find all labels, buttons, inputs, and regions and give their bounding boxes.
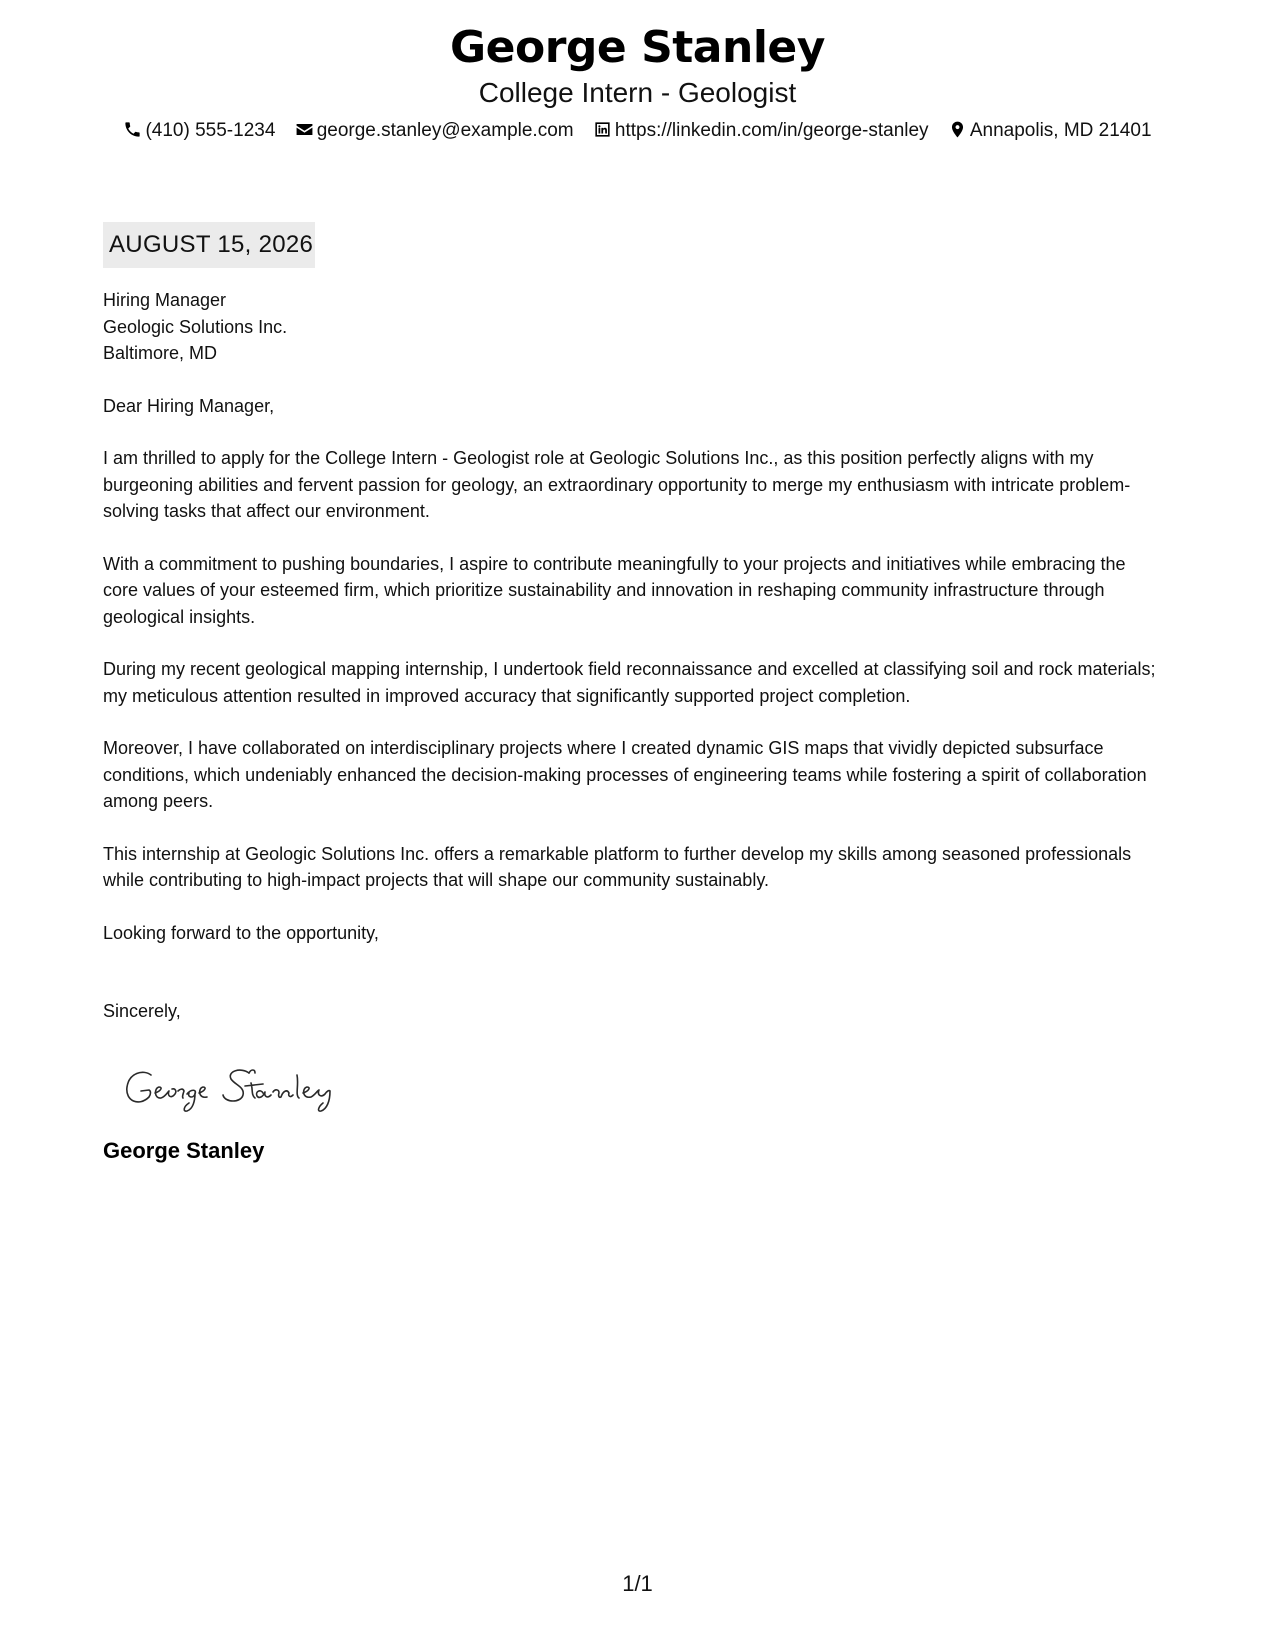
contact-email xyxy=(295,118,574,144)
letter-body xyxy=(103,287,1163,1165)
signature-icon xyxy=(121,1061,361,1123)
linkedin-text: https://linkedin.com/in/george-stanley xyxy=(614,120,929,141)
recipient-location: Baltimore, MD xyxy=(103,343,218,363)
applicant-name: George Stanley xyxy=(450,22,825,73)
location-text: Annapolis, MD 21401 xyxy=(969,120,1152,141)
signer-name: George Stanley xyxy=(103,1137,265,1163)
contact-bar xyxy=(0,118,1275,144)
contact-linkedin xyxy=(593,118,929,144)
handwritten-signature xyxy=(121,1061,1163,1123)
paragraph: During my recent geological mapping internship, I undertook field reconnaissance and excelled at classifying soil and rock materials; my meticulous attention resulted in improved accuracy that significantly supported project completion. xyxy=(103,659,1156,706)
applicant-role: College Intern - Geologist xyxy=(478,77,797,108)
paragraph: Moreover, I have collaborated on interdisciplinary projects where I created dynamic GIS maps that vividly depicted subsurface conditions, which undeniably enhanced the decision-making processes of engineering teams while fostering a spirit of collaboration among peers. xyxy=(103,738,1147,811)
page-indicator: 1/1 xyxy=(622,1571,653,1596)
email-text: george.stanley@example.com xyxy=(316,120,574,141)
letter-header xyxy=(0,20,1275,144)
phone-text: (410) 555-1234 xyxy=(145,120,276,141)
contact-phone xyxy=(123,118,275,144)
salutation: Dear Hiring Manager, xyxy=(103,395,275,416)
map-pin-icon xyxy=(948,120,967,139)
linkedin-icon xyxy=(593,120,612,139)
recipient-company: Geologic Solutions Inc. xyxy=(103,316,288,337)
letter-date: AUGUST 15, 2026 xyxy=(103,222,315,268)
closing: Sincerely, xyxy=(103,1001,181,1021)
sign-off: Looking forward to the opportunity, xyxy=(103,922,379,943)
envelope-icon xyxy=(295,120,314,139)
recipient-address xyxy=(103,287,1163,367)
paragraph: This internship at Geologic Solutions Inc. offers a remarkable platform to further develop my skills among seasoned professionals while contributing to high-impact projects that will shape our community sustainably. xyxy=(103,843,1132,890)
recipient-title: Hiring Manager xyxy=(103,290,227,310)
paragraph: I am thrilled to apply for the College Intern - Geologist role at Geologic Solutions Inc., as this position perfectly aligns with my burgeoning abilities and fervent passion for geology, an extraordinary opportunity to merge my enthusiasm with intricate problem-solving tasks that affect our environment. xyxy=(103,448,1131,521)
contact-location xyxy=(948,118,1152,144)
phone-icon xyxy=(123,120,142,139)
paragraph: With a commitment to pushing boundaries, I aspire to contribute meaningfully to your projects and initiatives while embracing the core values of your esteemed firm, which prioritize sustainability and innovation in reshaping community infrastructure through geological insights. xyxy=(103,553,1126,627)
